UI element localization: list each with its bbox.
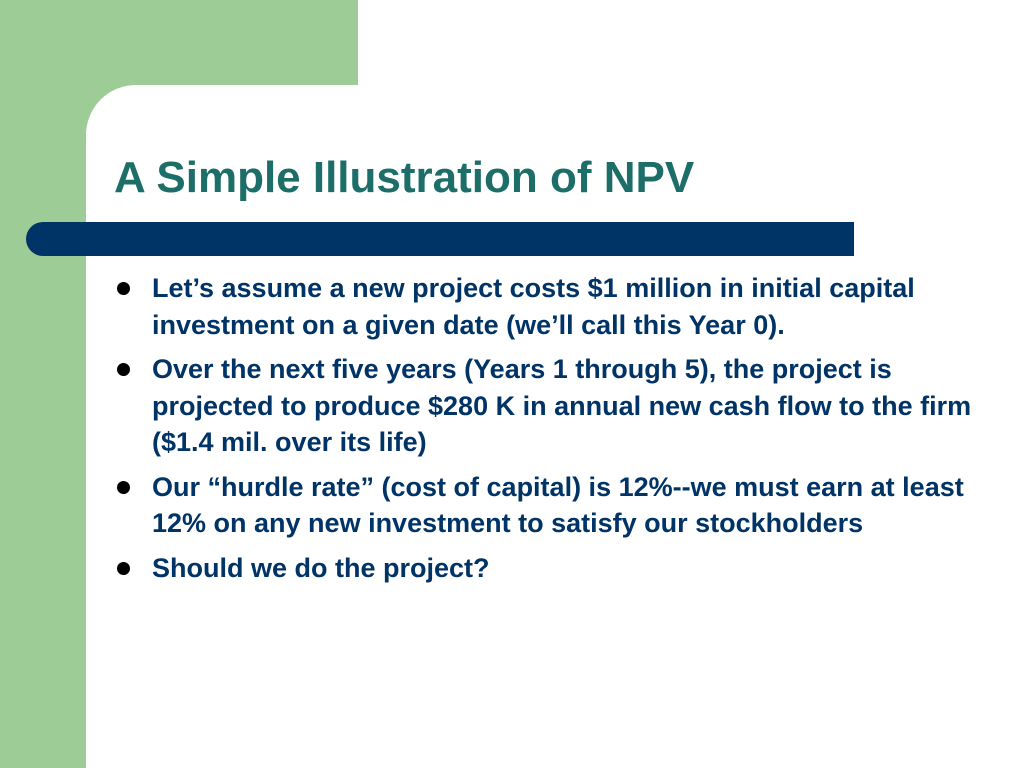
bullet-dot-icon	[117, 282, 130, 295]
bullet-item	[114, 270, 984, 343]
bullet-text: Should we do the project?	[152, 552, 490, 583]
bullet-text: Let’s assume a new project costs $1 million in initial capital investment on a given date (we’ll call this Year 0).	[152, 273, 915, 340]
bullet-item	[114, 351, 984, 461]
bullet-text: Our “hurdle rate” (cost of capital) is 12%--we must earn at least 12% on any new investment to satisfy our stockholders	[152, 471, 964, 538]
bullet-dot-icon	[117, 363, 130, 376]
bullet-dot-icon	[117, 481, 130, 494]
bullet-item	[114, 550, 984, 587]
bullet-text: Over the next five years (Years 1 through 5), the project is projected to produce $280 K in annual new cash flow to the firm ($1.4 mil. over its life)	[152, 354, 972, 457]
bullet-dot-icon	[117, 562, 130, 575]
title-underline-bar	[26, 222, 854, 256]
bullet-list	[114, 270, 984, 594]
bullet-item	[114, 469, 984, 542]
slide-title: A Simple Illustration of NPV	[114, 153, 695, 202]
